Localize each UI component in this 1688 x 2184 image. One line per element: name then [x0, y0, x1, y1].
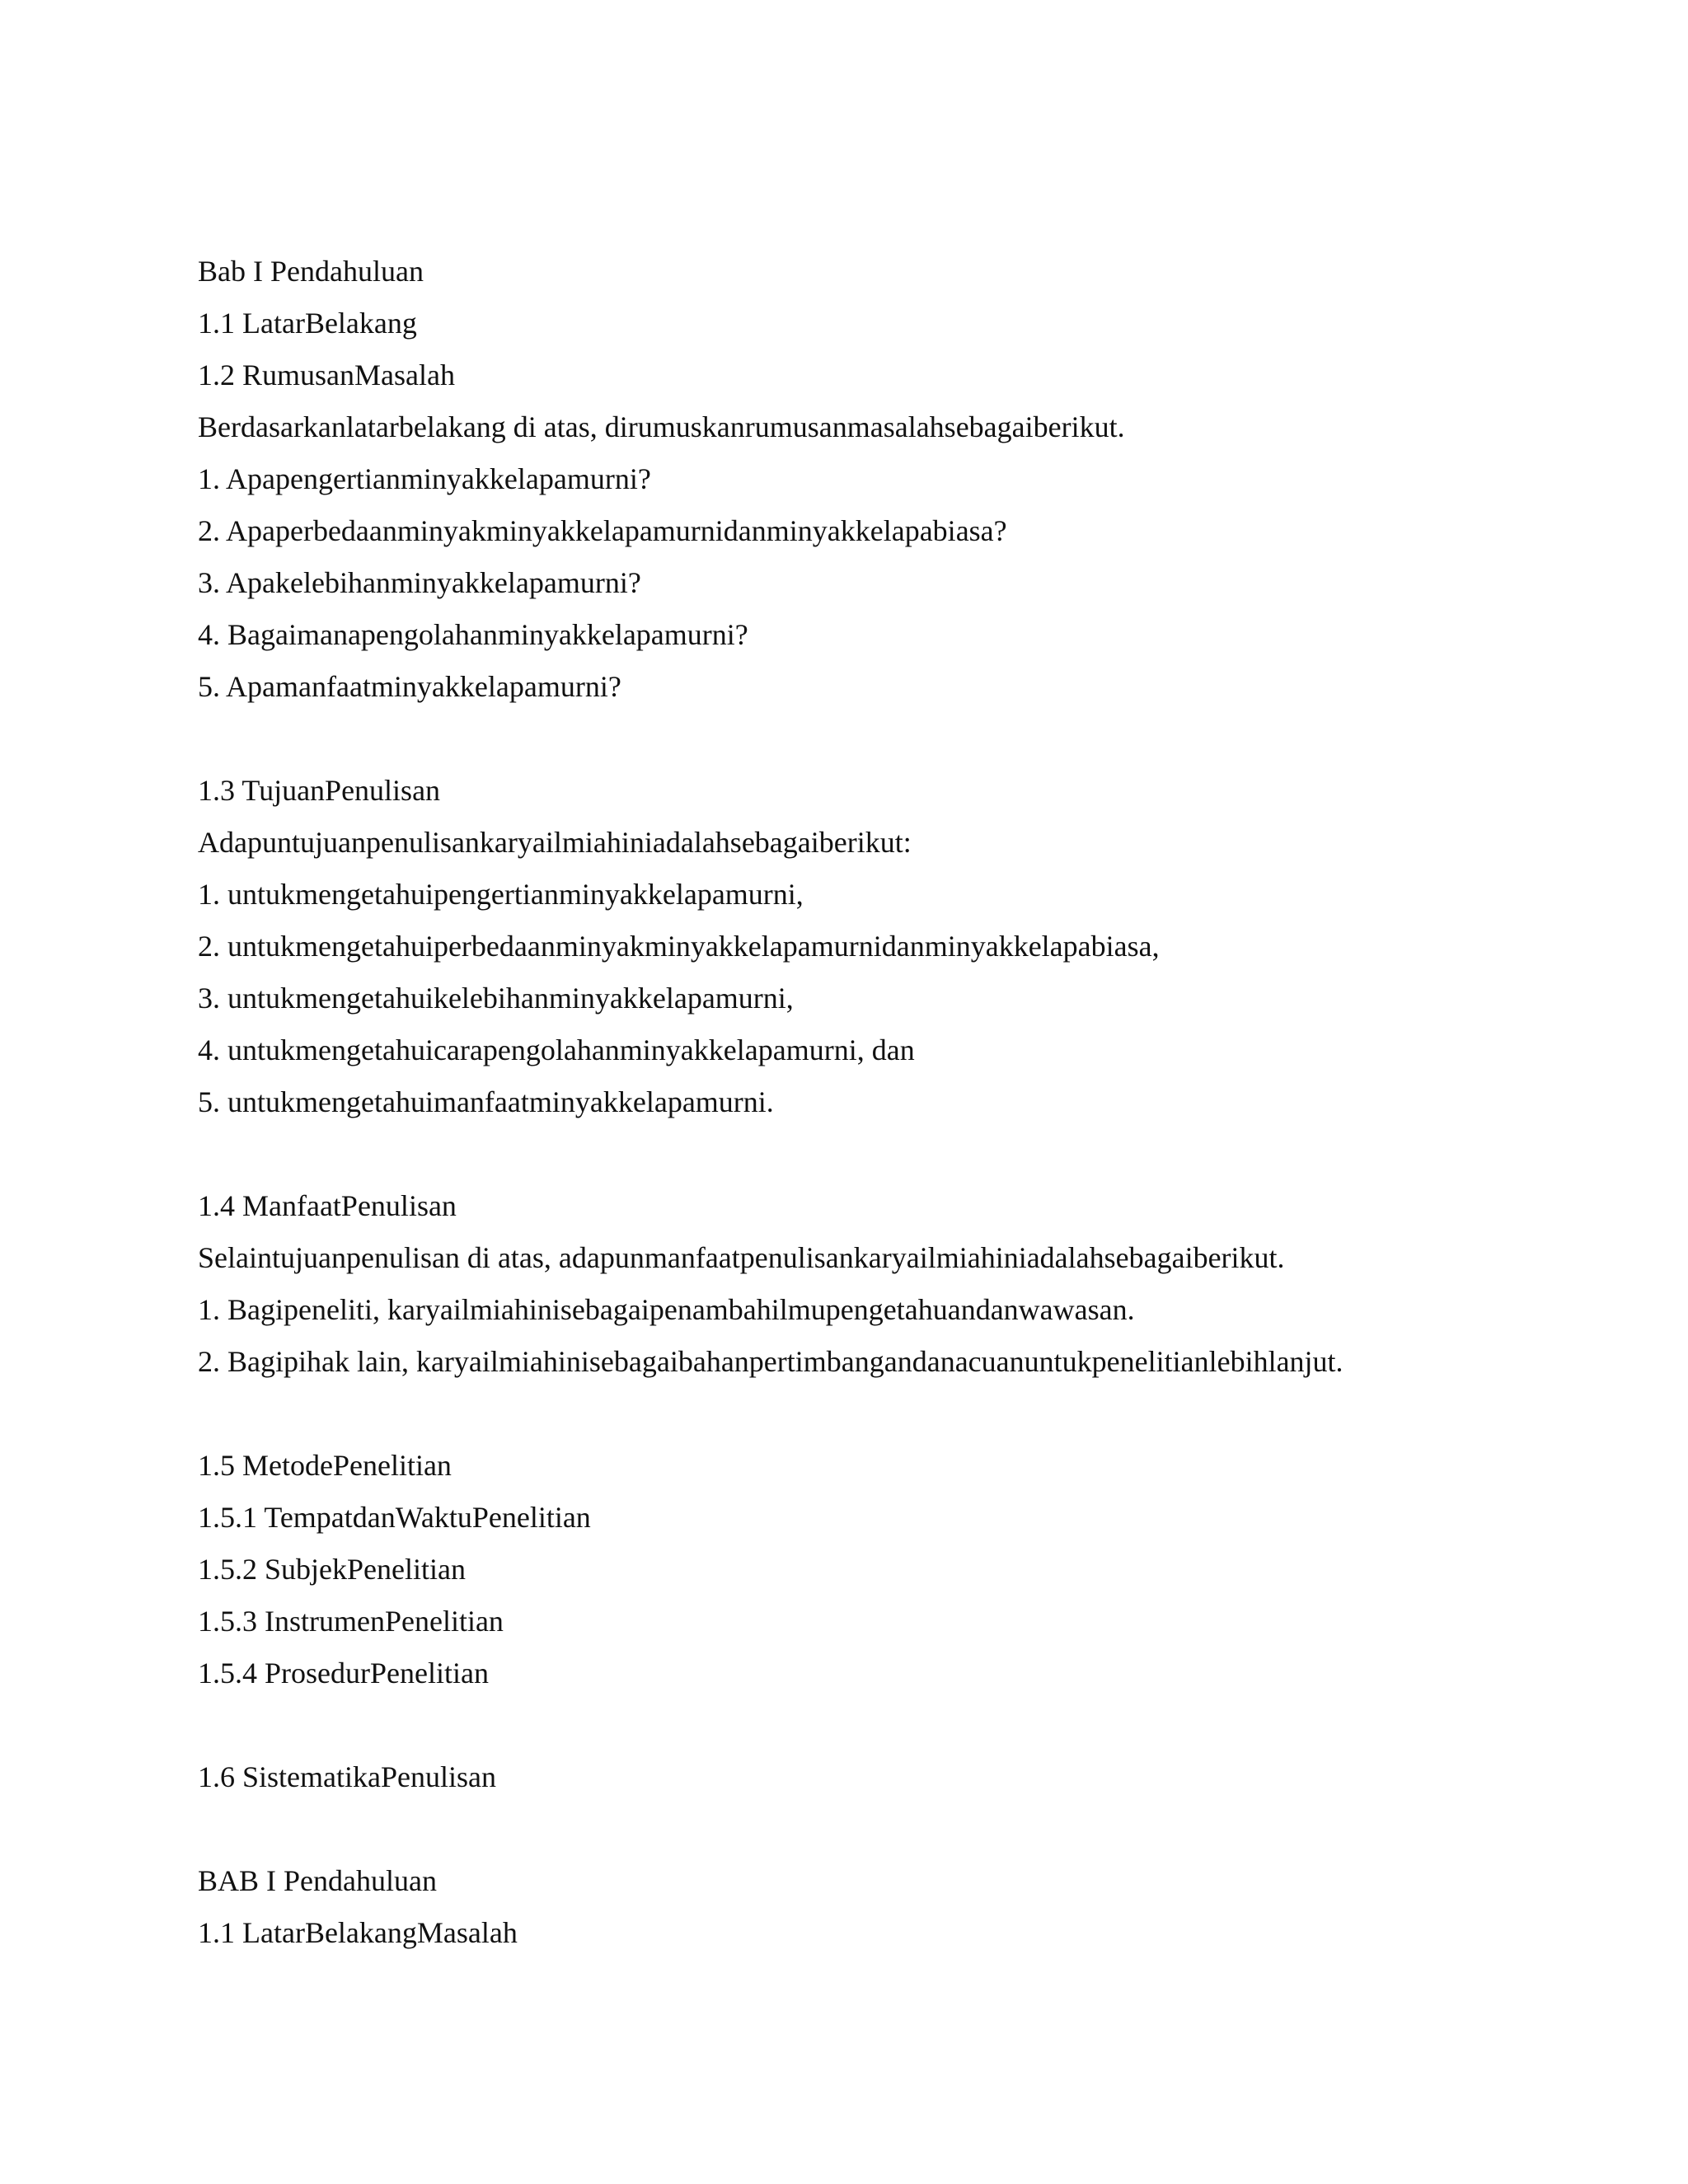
list-item: 2. Apaperbedaanminyakminyakkelapamurnidanminyakkelapabiasa? [198, 514, 1007, 547]
list-item: 1. untukmengetahuipengertianminyakkelapamurni, [198, 878, 804, 911]
document-body [198, 246, 1599, 1959]
rumusan-intro: Berdasarkanlatarbelakang di atas, dirumuskanrumusanmasalahsebagaiberikut. [198, 410, 1125, 443]
chapter-title-repeat: BAB I Pendahuluan [198, 1864, 437, 1897]
list-item: 2. Bagipihak lain, karyailmiahinisebagaibahanpertimbangandanacuanuntukpenelitianlebihlanjut. [198, 1345, 1343, 1378]
chapter-title: Bab I Pendahuluan [198, 255, 424, 288]
subheading: 1.5.4 ProsedurPenelitian [198, 1657, 489, 1690]
heading-sistematika-penulisan: 1.6 SistematikaPenulisan [198, 1760, 496, 1793]
list-item: 2. untukmengetahuiperbedaanminyakminyakkelapamurnidanminyakkelapabiasa, [198, 930, 1160, 963]
manfaat-intro: Selaintujuanpenulisan di atas, adapunmanfaatpenulisankaryailmiahiniadalahsebagaiberikut. [198, 1241, 1285, 1274]
list-item: 5. Apamanfaatminyakkelapamurni? [198, 670, 621, 703]
list-item: 5. untukmengetahuimanfaatminyakkelapamurni. [198, 1085, 774, 1118]
list-item: 1. Bagipeneliti, karyailmiahinisebagaipenambahilmupengetahuandanwawasan. [198, 1293, 1135, 1326]
heading-latar-belakang: 1.1 LatarBelakang [198, 307, 417, 340]
paragraph-gap [198, 1699, 1599, 1751]
subheading: 1.5.1 TempatdanWaktuPenelitian [198, 1501, 591, 1534]
heading-manfaat-penulisan: 1.4 ManfaatPenulisan [198, 1189, 457, 1222]
tujuan-intro: Adapuntujuanpenulisankaryailmiahiniadalahsebagaiberikut: [198, 826, 912, 859]
paragraph-gap [198, 1803, 1599, 1855]
paragraph-gap [198, 713, 1599, 765]
subheading: 1.5.2 SubjekPenelitian [198, 1553, 466, 1586]
heading-tujuan-penulisan: 1.3 TujuanPenulisan [198, 774, 441, 807]
subheading: 1.5.3 InstrumenPenelitian [198, 1605, 504, 1638]
list-item: 1. Apapengertianminyakkelapamurni? [198, 462, 651, 495]
list-item: 3. untukmengetahuikelebihanminyakkelapamurni, [198, 982, 794, 1015]
paragraph-gap [198, 1128, 1599, 1180]
heading-rumusan-masalah: 1.2 RumusanMasalah [198, 359, 455, 391]
list-item: 4. Bagaimanapengolahanminyakkelapamurni? [198, 618, 748, 651]
list-item: 4. untukmengetahuicarapengolahanminyakkelapamurni, dan [198, 1033, 915, 1066]
heading-metode-penelitian: 1.5 MetodePenelitian [198, 1449, 452, 1482]
heading-latar-belakang-masalah: 1.1 LatarBelakangMasalah [198, 1916, 518, 1949]
list-item: 3. Apakelebihanminyakkelapamurni? [198, 566, 641, 599]
paragraph-gap [198, 1388, 1599, 1440]
